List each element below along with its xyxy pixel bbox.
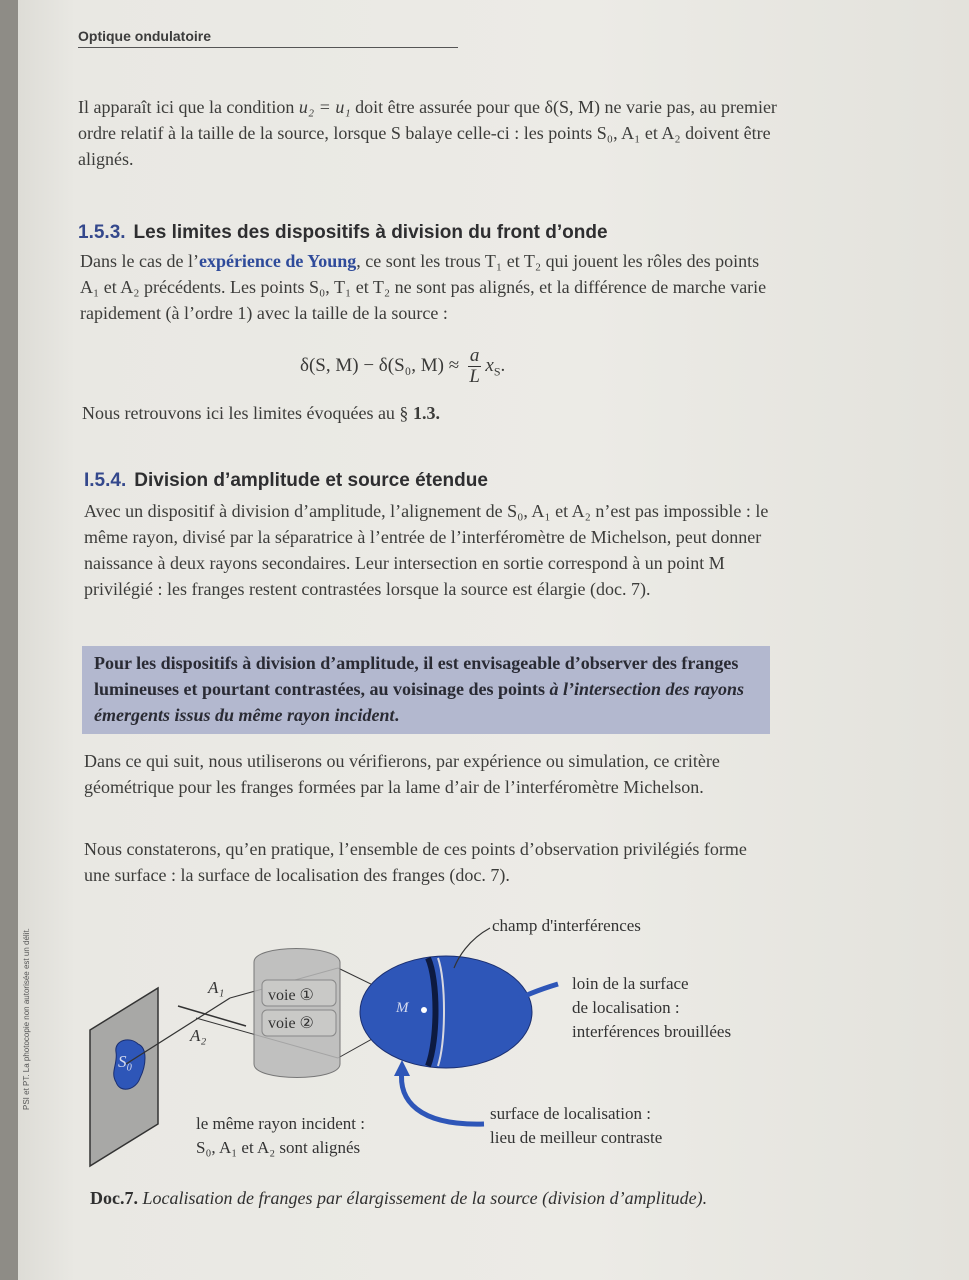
eq-numerator: a xyxy=(469,345,480,366)
young-text-end: , ce sont les trous T₁ et T₂ qui jouent les rôles des points A₁ et A₂ précédents. Les points S₀, T₁ et T₂ ne sont pas alignés, et la différence de marche varie rapidement (à l’ordre 1) avec la taille de la source : xyxy=(80,251,767,323)
label-rayon-1: le même rayon incident : xyxy=(196,1114,365,1133)
para1-start: Il apparaît ici que la condition xyxy=(78,97,299,117)
page xyxy=(18,0,969,1280)
side-notice: PSI et PT. La photocopie non autorisée est un délit. xyxy=(22,928,31,1110)
eq-subscript: S xyxy=(493,364,501,379)
box-text-end: . xyxy=(394,705,400,725)
label-loin-1: loin de la surface xyxy=(572,974,689,993)
paragraph-surface: Nous constaterons, qu’en pratique, l’ensemble de ces points d’observation privilégiés forme une surface : la surface de localisation des franges (doc. 7). xyxy=(84,839,747,885)
caption-text: Localisation de franges par élargissement de la source (division d’amplitude). xyxy=(138,1188,708,1208)
label-m: M xyxy=(396,1000,409,1016)
label-loin xyxy=(572,972,731,1044)
interference-field xyxy=(360,956,532,1068)
section-number: 1.5.3. xyxy=(78,222,126,243)
label-loin-3: interférences brouillées xyxy=(572,1022,732,1041)
label-surface-2: lieu de meilleur contraste xyxy=(490,1128,663,1147)
paragraph-amplitude: Avec un dispositif à division d’amplitude, l’alignement de S₀, A₁ et A₂ n’est pas impossible : le même rayon, divisé par la séparatrice à l’entrée de l’interféromètre de Michelson, peut donner naissance à deux rayons secondaires. Leur intersection en sortie correspond à un point M privilégié : les franges restent contrastées lorsque la source est élargie (doc. 7). xyxy=(84,501,769,599)
label-champ: champ d'interférences xyxy=(492,916,641,935)
running-head: Optique ondulatoire xyxy=(78,28,458,48)
paragraph-criterion: Dans ce qui suit, nous utiliserons ou vérifierons, par expérience ou simulation, ce critère géométrique pour les franges formées par la lame d’air de l’interféromètre Michelson. xyxy=(84,751,720,797)
section-number: I.5.4. xyxy=(84,470,127,491)
label-rayon xyxy=(196,1112,365,1160)
section-ref: 1.3. xyxy=(412,403,440,423)
eq-denominator: L xyxy=(469,366,480,387)
label-surface-1: surface de localisation : xyxy=(490,1104,651,1123)
para1-end: doit être assurée pour que δ(S, M) ne varie pas, au premier ordre relatif à la taille de la source, lorsque S balaye celle-ci : les points S₀, A₁ et A₂ doivent être alignés. xyxy=(78,97,777,169)
condition-formula: u₂ = u₁ xyxy=(298,97,351,117)
label-voie2: voie ② xyxy=(268,1015,314,1032)
label-rayon-2: S₀, A₁ et A₂ sont alignés xyxy=(196,1138,361,1157)
label-voie1: voie ① xyxy=(268,987,314,1004)
box-text-start: Pour les dispositifs à division d’amplitude, il est envisageable d’observer des franges lumineuses et pourtant contrastées, au voisinage des points xyxy=(94,653,739,699)
figure-caption xyxy=(90,1188,707,1209)
box-text-italic: à l’intersection des rayons émergents issus du même rayon incident xyxy=(94,679,745,725)
eq-end: . xyxy=(500,354,506,376)
label-a1: A₁ xyxy=(208,978,225,997)
young-text-start: Dans le cas de l’ xyxy=(80,251,199,271)
label-s0: S₀ xyxy=(118,1052,133,1071)
limits-text: Nous retrouvons ici les limites évoquées au § xyxy=(82,403,413,423)
young-link[interactable]: expérience de Young xyxy=(198,251,357,271)
section-title: Division d’amplitude et source étendue xyxy=(134,470,488,491)
arrow-surface xyxy=(402,1070,484,1124)
section-title: Les limites des dispositifs à division du front d’onde xyxy=(133,222,608,243)
label-a2: A₂ xyxy=(190,1026,207,1045)
eq-left: δ(S, M) − δ(S₀, M) ≈ xyxy=(300,354,460,376)
label-surface xyxy=(490,1102,662,1150)
point-m xyxy=(421,1007,427,1013)
eq-variable: x xyxy=(485,354,494,376)
caption-label: Doc.7. xyxy=(90,1188,138,1208)
figure-doc7 xyxy=(18,0,969,1280)
label-loin-2: de localisation : xyxy=(572,998,680,1017)
